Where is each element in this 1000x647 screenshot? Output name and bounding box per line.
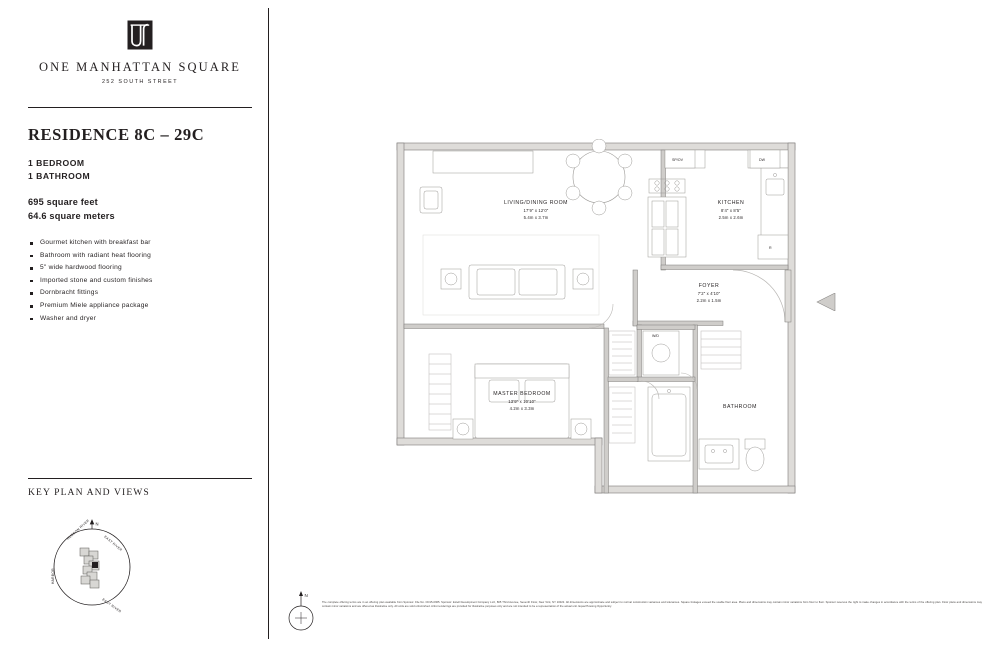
area-block [28, 195, 252, 223]
svg-text:R: R [769, 246, 772, 250]
list-item: Washer and dryer [28, 313, 252, 326]
room-label-living-dining: LIVING/DINING ROOM 17'9" x 12'0" 5.4m x 3.7m [503, 200, 569, 220]
list-item: Premium Miele appliance package [28, 300, 252, 313]
entry-direction-icon [815, 293, 837, 316]
area-square-feet: 695 square feet [28, 197, 98, 207]
info-panel [28, 20, 252, 325]
keyplan-title: KEY PLAN AND VIEWS [28, 487, 150, 498]
monogram-logo-icon [28, 20, 252, 50]
bathroom-count: 1 BATHROOM [28, 171, 91, 181]
list-item: Bathroom with radiant heat flooring [28, 250, 252, 263]
svg-text:HUDSON RIVER: HUDSON RIVER [65, 518, 91, 541]
keyplan-diagram [40, 512, 160, 620]
brand-address: 252 SOUTH STREET [101, 79, 179, 85]
svg-text:EAST RIVER: EAST RIVER [103, 534, 124, 553]
floor-plan [393, 139, 798, 497]
list-item: Dornbracht fittings [28, 287, 252, 300]
divider-top [28, 107, 252, 108]
bedroom-count: 1 BEDROOM [28, 158, 85, 168]
divider-bottom [28, 478, 252, 479]
north-arrow-icon [287, 588, 321, 632]
room-label-foyer: FOYER 7'2" x 4'10" 2.2m x 1.5m [696, 283, 722, 303]
list-item: Imported stone and custom finishes [28, 275, 252, 288]
keyplan-north-label: N [95, 521, 99, 527]
svg-text:HARBOR: HARBOR [51, 568, 55, 584]
page-title: RESIDENCE 8C – 29C [28, 125, 205, 144]
list-item: 5" wide hardwood flooring [28, 262, 252, 275]
room-label-kitchen: KITCHEN 8'4" x 8'5" 2.5m x 2.6m [717, 200, 745, 220]
brand-name: ONE MANHATTAN SQUARE [38, 60, 242, 74]
room-label-bathroom: BATHROOM [723, 404, 757, 410]
vertical-divider [268, 8, 269, 639]
feature-list [28, 237, 252, 325]
svg-text:N: N [304, 593, 308, 598]
svg-text:EAST RIVER: EAST RIVER [101, 597, 123, 614]
room-label-master-bedroom: MASTER BEDROOM 13'9" x 10'10" 4.2m x 3.3m [493, 391, 551, 411]
legal-disclaimer: The complete offering terms are in an offering plan available from Sponsor. File No. CD15-0365. Sponsor: Extell Development Company LLC, 805 Third Avenue, Seventh Floor, New York, NY 10022. All dimensions are approximate and subject to normal construction variances and tolerances. Square footages exceed the usable floor area. Plans and dimensions may contain minor variations from floor to floor. Sponsor reserves the right to make changes in accordance with the terms of the offering plan. Floor plans and dimensions may contain minor variations and are offered as illustrative only. All units are sold unfurnished. Artist renderings are provided for illustrative purposes only and are not intended to be a representation of the actual unit. Equal Housing Opportunity. [322, 601, 982, 608]
svg-text:DW: DW [759, 158, 765, 162]
svg-text:W/D: W/D [652, 334, 659, 338]
svg-text:SP/OV: SP/OV [672, 158, 683, 162]
area-square-meters: 64.6 square meters [28, 211, 115, 221]
room-counts [28, 157, 252, 183]
list-item: Gourmet kitchen with breakfast bar [28, 237, 252, 250]
